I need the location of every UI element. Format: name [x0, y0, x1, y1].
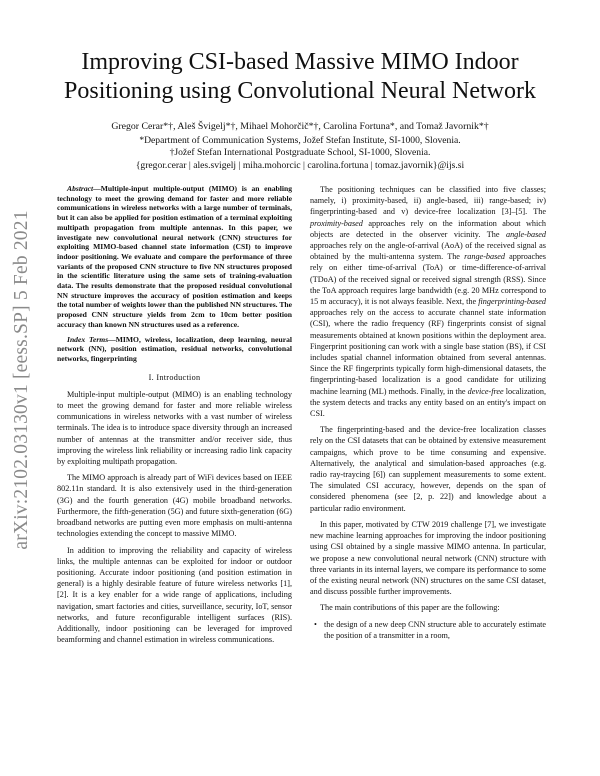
arxiv-identifier: arXiv:2102.03130v1 [eess.SP] 5 Feb 2021 [11, 210, 32, 550]
text-span: approaches rely on the access to accurate channel state information (CSI), where the radio frequency (RF) fingerprints consist of signal measurements obtained at known positions within the deployment area. Fingerprint positioning can work with a single base station (BS), if CSI includes spatial channel information obtained from several antennas. Since the RF fingerprints typically form high-dimensional datasets, the fingerprinting-based localization is a good candidate for utilizing machine learning (ML) methods. Finally, in the [310, 308, 546, 396]
positioning-classes-paragraph [310, 184, 546, 419]
contribution-item: • the design of a new deep CNN structure able to accurately estimate the position of a transmitter in a room, [324, 619, 546, 641]
term-device-free: device-free [467, 386, 504, 396]
left-column [57, 184, 292, 650]
text-span: The positioning techniques can be classified into five classes; namely, i) proximity-based, ii) angle-based, iii) range-based; iv) fingerprinting-based and v) device-free localization [3]–[5]. The [310, 185, 546, 217]
term-proximity-based: proximity-based [310, 218, 363, 228]
author-emails: {gregor.cerar | ales.svigelj | miha.mohorcic | carolina.fortuna | tomaz.javornik}@ijs.si [135, 159, 465, 171]
text-span: approaches rely on the angle-of-arrival (AoA) of the received signal as obtained by the multi-antenna system. The [310, 241, 546, 262]
term-angle-based: angle-based [505, 229, 546, 239]
section-heading-introduction: I. Introduction [148, 372, 201, 382]
abstract-text: —Multiple-input multiple-output (MIMO) is an enabling technology to meet the growing demand for faster and more reliable communications in wireless networks with a large number of terminals, but it can also be applied for position estimation of a terminal exploiting multipath propagation from multiple antennas. In this paper, we investigate new convolutional neural network (CNN) structures for exploiting MIMO-based channel state information (CSI) to improve indoor positioning. We evaluate and compare the performance of three variants of the proposed CNN structure to five NN structures proposed in the scientific literature using the same sets of training-evaluation data. The results demonstrate that the proposed residual convolutional NN structure improves the accuracy of position estimation and keeps the total number of weights lower than the published NN structures. The proposed CNN structure yields from 2cm to 10cm better position accuracy than known NN structures used as a reference. [57, 184, 292, 329]
affiliation-1: *Department of Communication Systems, Jožef Stefan Institute, SI-1000, Slovenia. [139, 134, 461, 146]
motivation-paragraph: In this paper, motivated by CTW 2019 challenge [7], we investigate new machine learning approaches for improving the indoor positioning using CSI obtained by a single massive MIMO antenna. In particular, we propose a new convolutional neural network (CNN) structure with three variants in its internal layers, we compare its performance to some of the existing neural network (NN) structures on the same CSI dataset, and discuss possible further improvements. [310, 519, 546, 597]
text-span: localization, the system detects and tracks any entity based on an entity's impact on CSI. [310, 386, 546, 419]
contributions-list [310, 619, 546, 641]
intro-paragraph-2: The MIMO approach is already part of WiFi devices based on IEEE 802.11n standard. It is also extensively used in the third-generation (3G) and the fourth generation (4G) mobile broadband networks. Furthermore, the fifth-generation (5G) and future sixth-generation (6G) broadband networks are putting even more emphasis on multi-antenna technologies extending the concept to massive MIMO. [57, 473, 292, 539]
text-span: approaches rely on the information about which objects are detected in the observer vicinity. The [310, 218, 546, 239]
index-terms-text: —MIMO, wireless, localization, deep learning, neural network (NN), position estimation, residual networks, convolutional networks, fingerprinting [57, 334, 292, 363]
intro-paragraph-3: In addition to improving the reliability and capacity of wireless links, the multiple antennas can be exploited for indoor or outdoor positioning. Accurate indoor positioning (and position estimation in general) is a highly desirable feature of future wireless networks [1], [2]. It is a key enabler for a wide range of applications, including navigation, smart factories and cities, surveillance, security, IoT, sensor networks, and future reconfigurable intelligent surfaces (RIS). Additionally, indoor positioning can be leveraged for improved beamforming and channel estimation in wireless communications. [57, 545, 292, 645]
text-span: approaches rely on either time-of-arrival (ToA) or time-difference-of-arrival (TDoA) of the received signal or received signal strength (RSS). Since the ToA approach requires large bandwidth (e.g. 20 MHz correspond to 15 m accuracy), it is not always feasible. Next, the [310, 252, 546, 307]
abstract [57, 184, 292, 330]
right-column [310, 184, 546, 641]
affiliation-2: †Jožef Stefan International Postgraduate School, SI-1000, Slovenia. [169, 147, 431, 159]
contributions-intro: The main contributions of this paper are the following: [320, 603, 500, 613]
author-block [60, 121, 540, 172]
intro-paragraph-1: Multiple-input multiple-output (MIMO) is an enabling technology to meet the growing demand for faster and more reliable wireless communications in wireless networks with a vast number of wireless terminals. The idea is to introduce space diversity through an increased number of antennas at the transmitter and/or receiver side, thus improving the wireless link reliability or increasing radio link capacity by exploiting multipath propagation. [57, 389, 292, 467]
abstract-label: Abstract [67, 184, 94, 193]
csi-datasets-paragraph: The fingerprinting-based and the device-free localization classes rely on the CSI datasets that can be obtained by extensive measurement campaigns, which prove to be time consuming and expensive. Alternatively, the analytical and simulation-based approaches (e.g. radio ray-traycing [6]) can supplement measurements to some extent. The simulated CSI accuracy, however, depends on the span of considered phenomena (see [2, p. 22]) and knowledge about a particular radio environment. [310, 425, 546, 513]
paper-title: Improving CSI-based Massive MIMO Indoor Positioning using Convolutional Neural Network [64, 49, 536, 104]
index-terms [57, 335, 292, 364]
author-names: Gregor Cerar*†, Aleš Švigelj*†, Mihael Mohorčič*†, Carolina Fortuna*, and Tomaž Javornik*† [111, 121, 489, 132]
term-range-based: range-based [464, 252, 506, 262]
arxiv-sidebar [8, 190, 36, 570]
term-fingerprinting-based: fingerprinting-based [478, 297, 546, 307]
index-terms-label: Index Terms [67, 334, 109, 344]
